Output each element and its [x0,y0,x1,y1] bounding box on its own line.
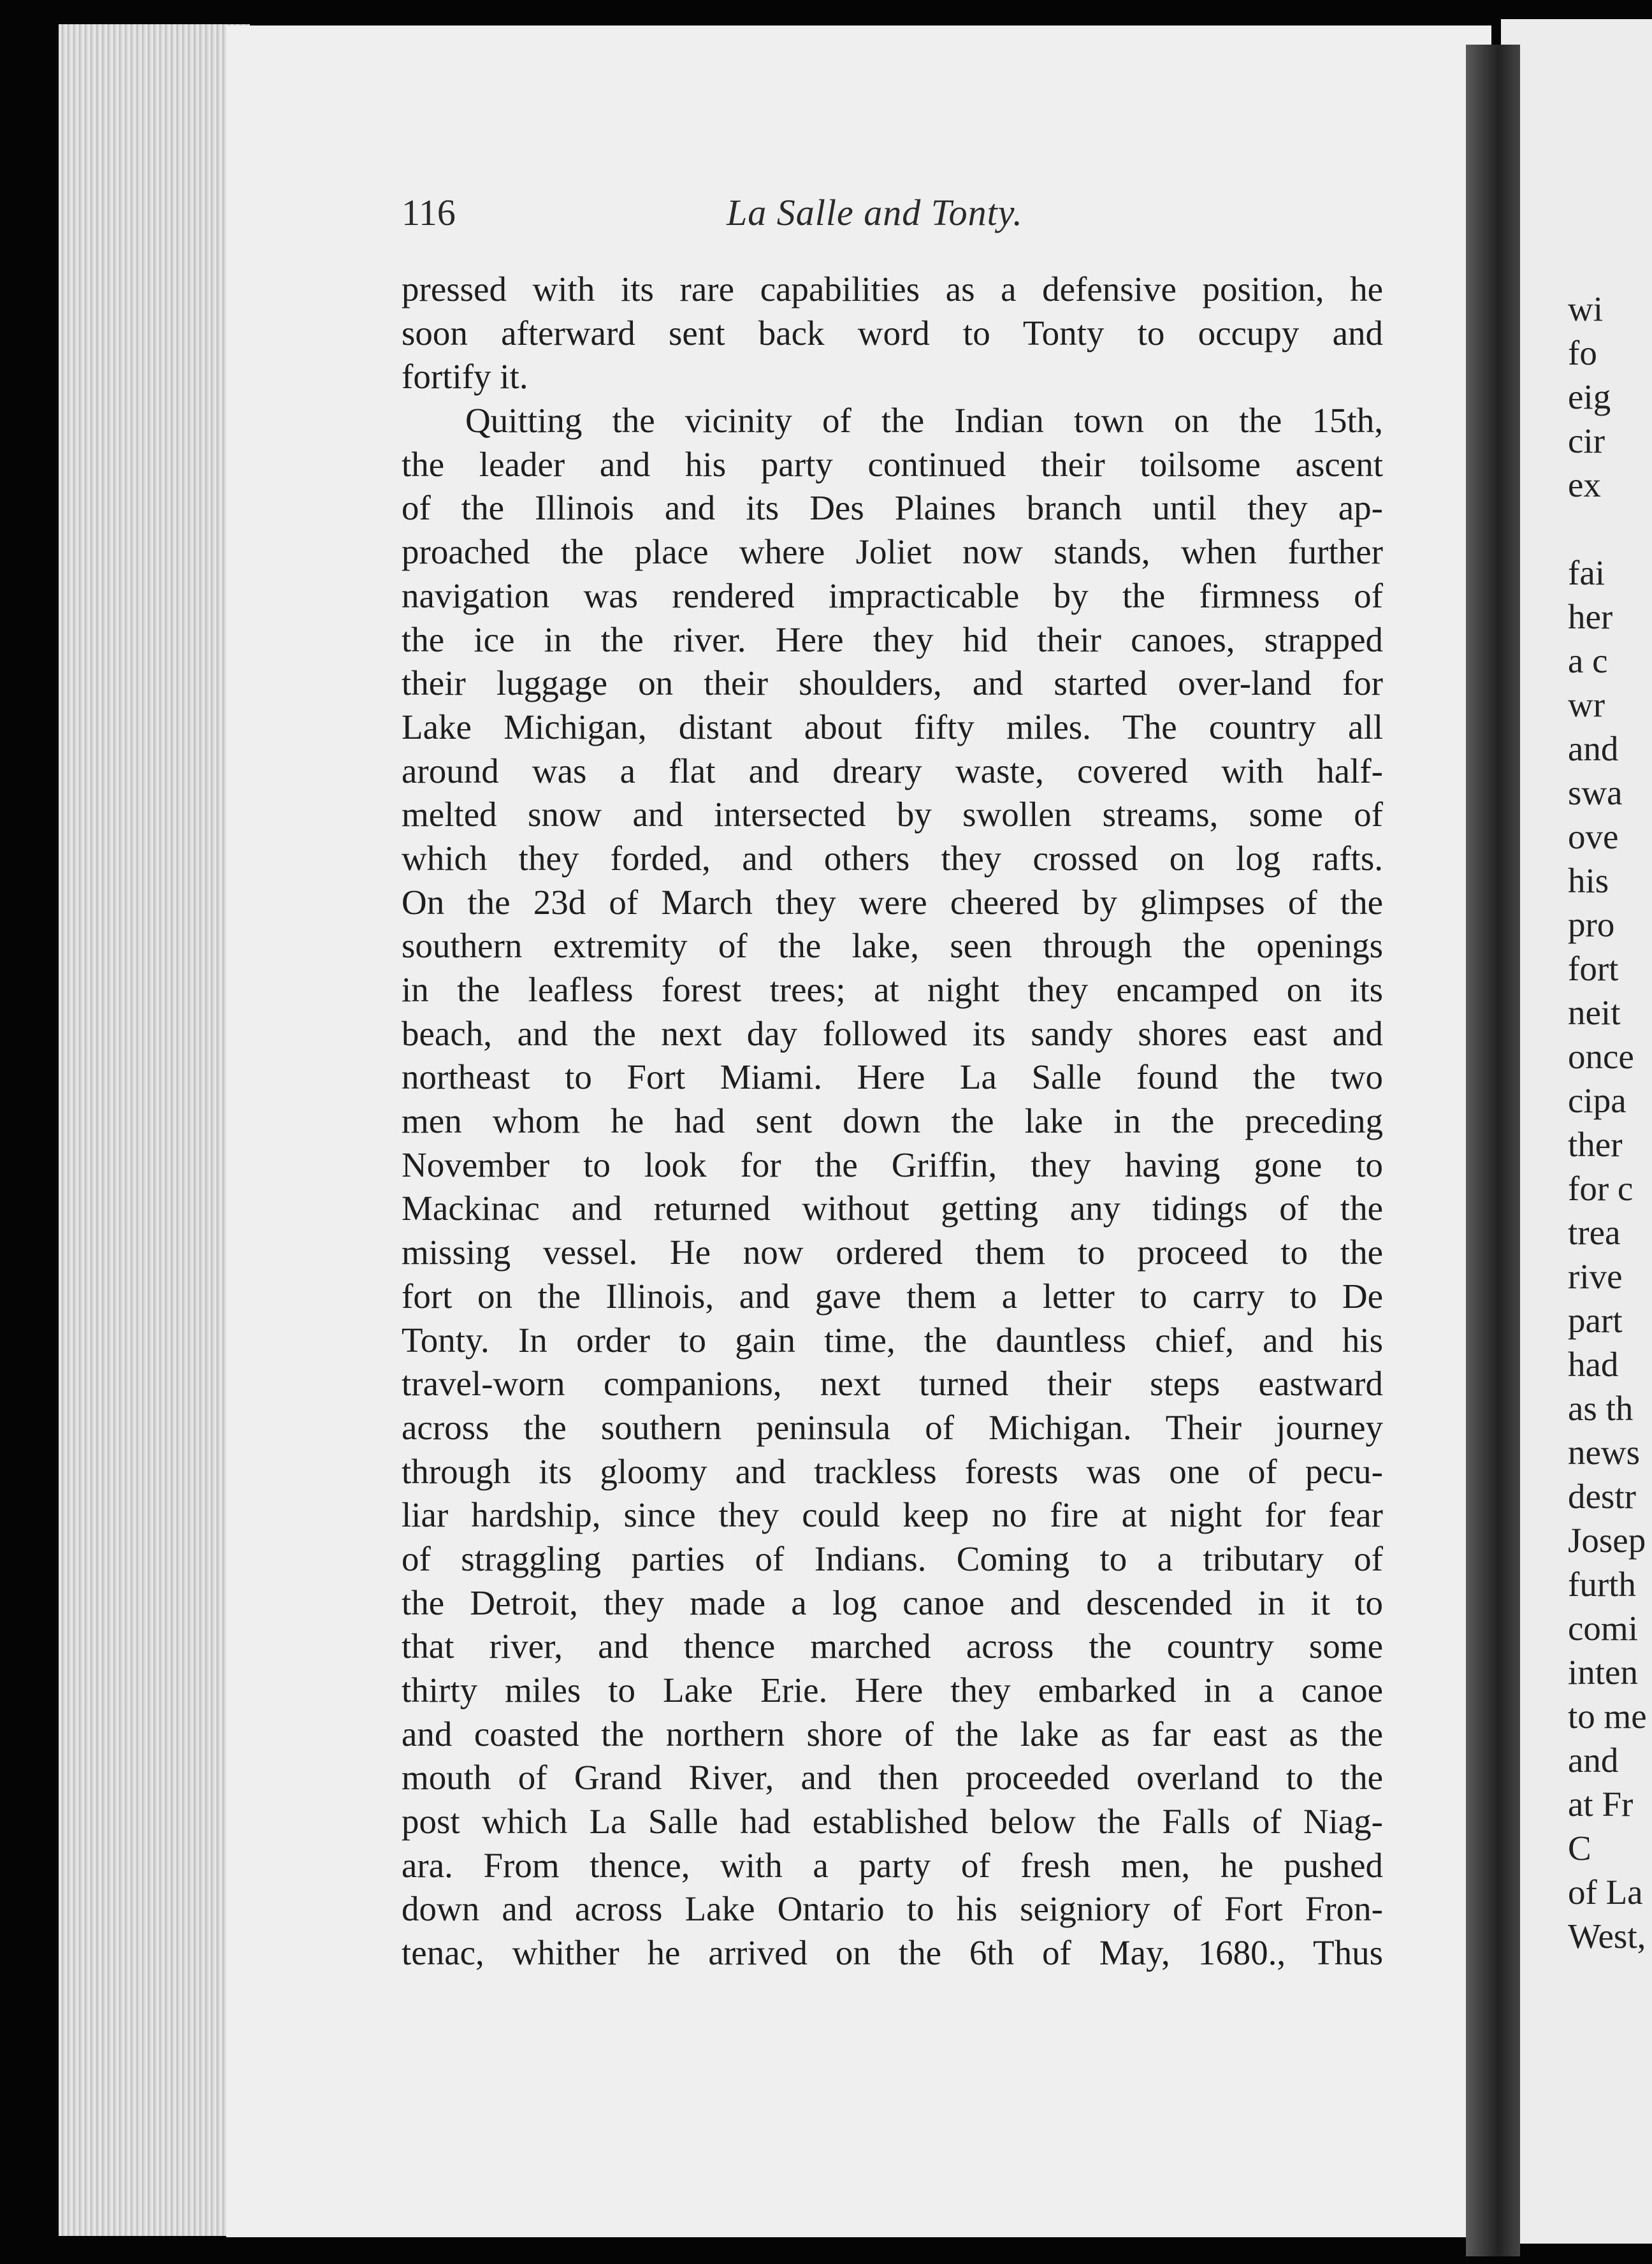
facing-text-line: for c [1568,1169,1634,1208]
text-line: of the Illinois and its Des Plaines branch until they ap- [402,488,1383,528]
facing-text-line: to me [1568,1697,1647,1736]
text-line: Tonty. In order to gain time, the dauntless chief, and his [402,1320,1383,1360]
facing-text-line: news [1568,1433,1641,1472]
text-line: their luggage on their shoulders, and started over-land for [402,664,1383,703]
facing-text-line: fai [1568,553,1605,592]
text-line: the leader and his party continued their toilsome ascent [402,444,1383,484]
text-line: proached the place where Joliet now stands, when further [402,532,1383,572]
facing-text-line: swa [1568,773,1623,812]
facing-text-line: and [1568,1741,1619,1780]
facing-text-line: a c [1568,641,1608,680]
text-line: thirty miles to Lake Erie. Here they embarked in a canoe [402,1671,1383,1709]
text-line: the ice in the river. Here they hid their canoes, strapped [402,620,1383,659]
text-line: Quitting the vicinity of the Indian town on the 15th, [465,401,1383,440]
text-line: across the southern peninsula of Michigan. Their journey [402,1407,1383,1447]
facing-text-line: pro [1568,905,1615,944]
text-line: beach, and the next day followed its sandy shores east and [402,1013,1383,1053]
facing-text-line: destr [1568,1477,1636,1516]
text-line: men whom he had sent down the lake in the preceding [402,1101,1383,1141]
running-head [402,191,1383,249]
facing-text-line: ex [1568,465,1601,504]
facing-text-line: his [1568,861,1609,900]
text-line: northeast to Fort Miami. Here La Salle found the two [402,1057,1383,1097]
text-line: travel-worn companions, next turned their steps eastward [402,1364,1383,1404]
facing-text-line: West, [1568,1917,1646,1956]
facing-page-text [1568,287,1647,1958]
facing-text-line: once [1568,1037,1634,1076]
text-line: fortify it. [402,357,528,396]
page-number: 116 [402,192,456,233]
facing-text-line: and [1568,729,1619,768]
facing-text-line: eig [1568,377,1611,416]
text-line: tenac, whither he arrived on the 6th of May, 1680., Thus [402,1933,1383,1973]
text-line: November to look for the Griffin, they having gone to [402,1145,1383,1184]
running-title: La Salle and Tonty. [727,192,1023,233]
facing-text-line: inten [1568,1653,1638,1692]
text-line: down and across Lake Ontario to his seigniory of Fort Fron- [402,1889,1383,1929]
facing-text-line: fort [1568,949,1619,988]
facing-text-line: wi [1568,289,1603,328]
facing-page [1501,19,1652,2244]
facing-text-line: wr [1568,685,1605,724]
text-line: southern extremity of the lake, seen through the openings [402,926,1383,966]
facing-text-line: as th [1568,1389,1634,1428]
book-gutter [1466,45,1520,2256]
facing-text-line [1568,507,1647,551]
facing-text-line: neit [1568,993,1621,1032]
text-line: ara. From thence, with a party of fresh men, he pushed [402,1845,1383,1885]
text-line: missing vessel. He now ordered them to proceed to the [402,1233,1383,1272]
facing-text-line: of La [1568,1873,1643,1912]
text-line: of straggling parties of Indians. Coming to a tributary of [402,1539,1383,1578]
text-line: liar hardship, since they could keep no fire at night for fear [402,1495,1383,1535]
page-edges [59,24,250,2236]
text-line: On the 23d of March they were cheered by glimpses of the [402,882,1383,922]
text-line: Mackinac and returned without getting any tidings of the [402,1189,1383,1228]
facing-text-line: fo [1568,333,1597,372]
text-line: which they forded, and others they crossed on log rafts. [402,838,1383,878]
text-line: pressed with its rare capabilities as a defensive position, he [402,270,1383,308]
text-line: and coasted the northern shore of the lake as far east as the [402,1714,1383,1753]
facing-text-line: ove [1568,817,1619,856]
facing-text-line: part [1568,1301,1623,1340]
text-line: fort on the Illinois, and gave them a letter to carry to De [402,1276,1383,1316]
text-line: post which La Salle had established below the Falls of Niag- [402,1802,1383,1841]
facing-text-line: furth [1568,1565,1636,1604]
text-line: around was a flat and dreary waste, covered with half- [402,751,1383,790]
text-line: that river, and thence marched across the country some [402,1627,1383,1666]
text-line: in the leafless forest trees; at night they encamped on its [402,970,1383,1009]
facing-text-line: C [1568,1829,1591,1868]
facing-text-line: her [1568,597,1613,636]
facing-text-line: at Fr [1568,1785,1634,1824]
facing-text-line: ther [1568,1125,1623,1164]
facing-text-line: trea [1568,1213,1621,1252]
facing-text-line: Josep [1568,1521,1646,1560]
facing-text-line: rive [1568,1257,1623,1296]
text-line: through its gloomy and trackless forests was one of pecu- [402,1451,1383,1491]
text-line: soon afterward sent back word to Tonty to occupy and [402,313,1383,352]
body-text [402,268,1383,1975]
text-line: melted snow and intersected by swollen streams, some of [402,795,1383,834]
text-line: mouth of Grand River, and then proceeded overland to the [402,1758,1383,1797]
facing-text-line: cipa [1568,1081,1627,1120]
facing-text-line: cir [1568,421,1605,460]
facing-text-line: had [1568,1345,1619,1384]
text-line: navigation was rendered impracticable by the firmness of [402,576,1383,615]
facing-text-line: comi [1568,1609,1638,1648]
text-line: the Detroit, they made a log canoe and descended in it to [402,1583,1383,1622]
text-line: Lake Michigan, distant about fifty miles. The country all [402,707,1383,746]
